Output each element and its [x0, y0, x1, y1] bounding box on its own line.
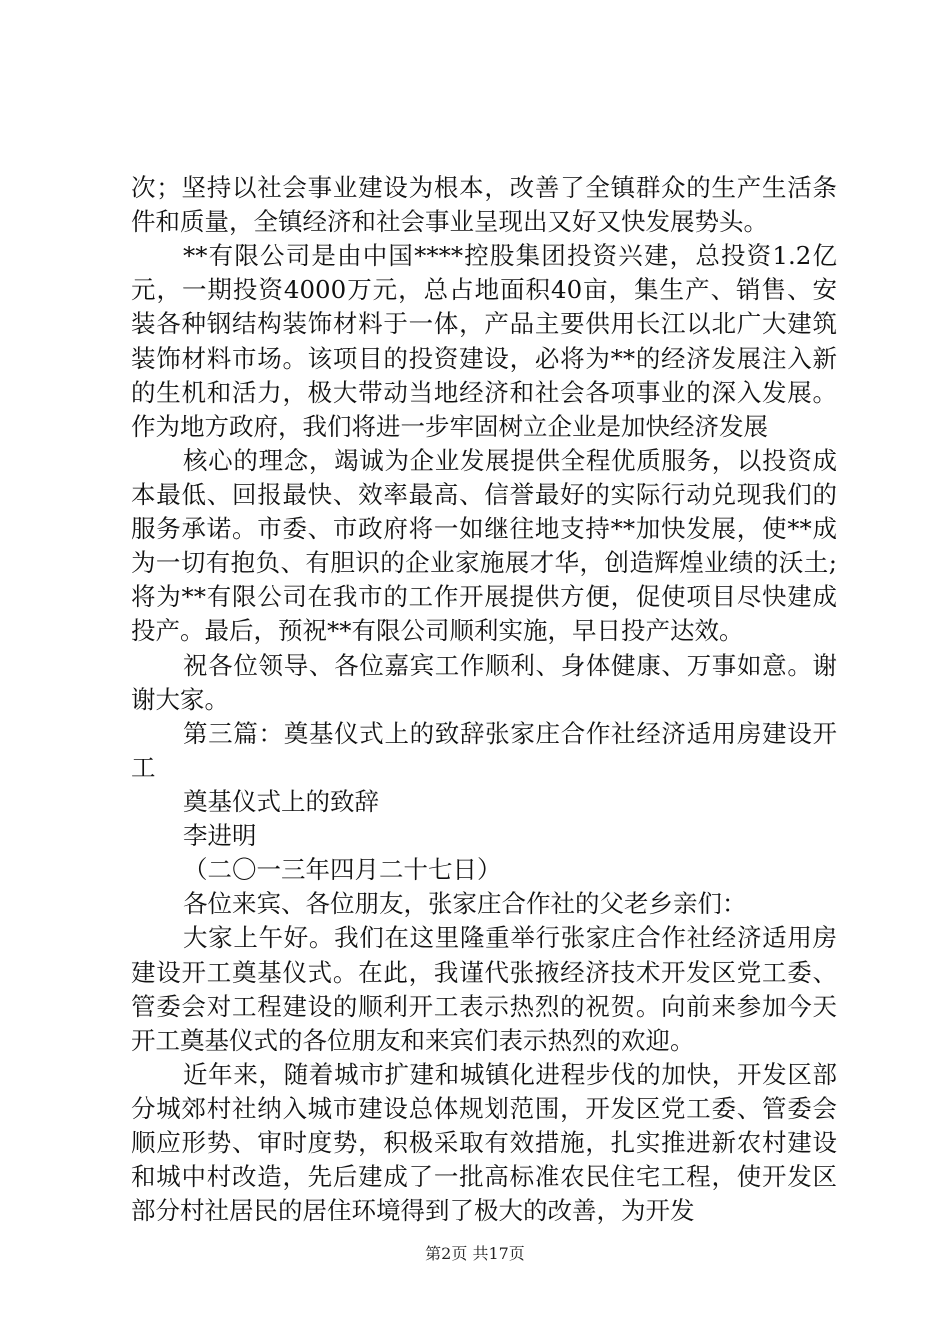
paragraph: 次；坚持以社会事业建设为根本，改善了全镇群众的生产生活条件和质量，全镇经济和社会事业呈现出又好又快发展势头。	[131, 173, 837, 237]
paragraph: 核心的理念，竭诚为企业发展提供全程优质服务，以投资成本最低、回报最快、效率最高、信誉最好的实际行动兑现我们的服务承诺。市委、市政府将一如继往地支持**加快发展，使**成为一切有抱负、有胆识的企业家施展才华，创造辉煌业绩的沃土;将为**有限公司在我市的工作开展提供方便，促使项目尽快建成投产。最后，预祝**有限公司顺利实施，早日投产达效。	[131, 445, 837, 646]
speech-date: （二〇一三年四月二十七日）	[183, 855, 502, 885]
paragraph: 祝各位领导、各位嘉宾工作顺利、身体健康、万事如意。谢谢大家。	[131, 650, 837, 714]
section-heading: 第三篇：奠基仪式上的致辞张家庄合作社经济适用房建设开工	[131, 718, 837, 782]
paragraph: 近年来，随着城市扩建和城镇化进程步伐的加快，开发区部分城郊村社纳入城市建设总体规划范围，开发区党工委、管委会顺应形势、审时度势，积极采取有效措施，扎实推进新农村建设和城中村改造，先后建成了一批高标准农民住宅工程，使开发区部分村社居民的居住环境得到了极大的改善，为开发	[131, 1059, 837, 1226]
document-body	[131, 171, 837, 1228]
page-footer: 第2页 共17页	[425, 1244, 525, 1263]
speech-title: 奠基仪式上的致辞	[183, 786, 379, 816]
paragraph: **有限公司是由中国****控股集团投资兴建，总投资1.2亿元，一期投资4000万元，总占地面积40亩，集生产、销售、安装各种钢结构装饰材料于一体，产品主要供用长江以北广大建筑装饰材料市场。该项目的投资建设，必将为**的经济发展注入新的生机和活力，极大带动当地经济和社会各项事业的深入发展。作为地方政府，我们将进一步牢固树立企业是加快经济发展	[131, 241, 837, 441]
salutation: 各位来宾、各位朋友，张家庄合作社的父老乡亲们：	[183, 889, 747, 919]
speaker-name: 李进明	[183, 821, 257, 851]
paragraph: 大家上午好。我们在这里隆重举行张家庄合作社经济适用房建设开工奠基仪式。在此，我谨代张掖经济技术开发区党工委、管委会对工程建设的顺利开工表示热烈的祝贺。向前来参加今天开工奠基仪式的各位朋友和来宾们表示热烈的欢迎。	[131, 923, 837, 1055]
